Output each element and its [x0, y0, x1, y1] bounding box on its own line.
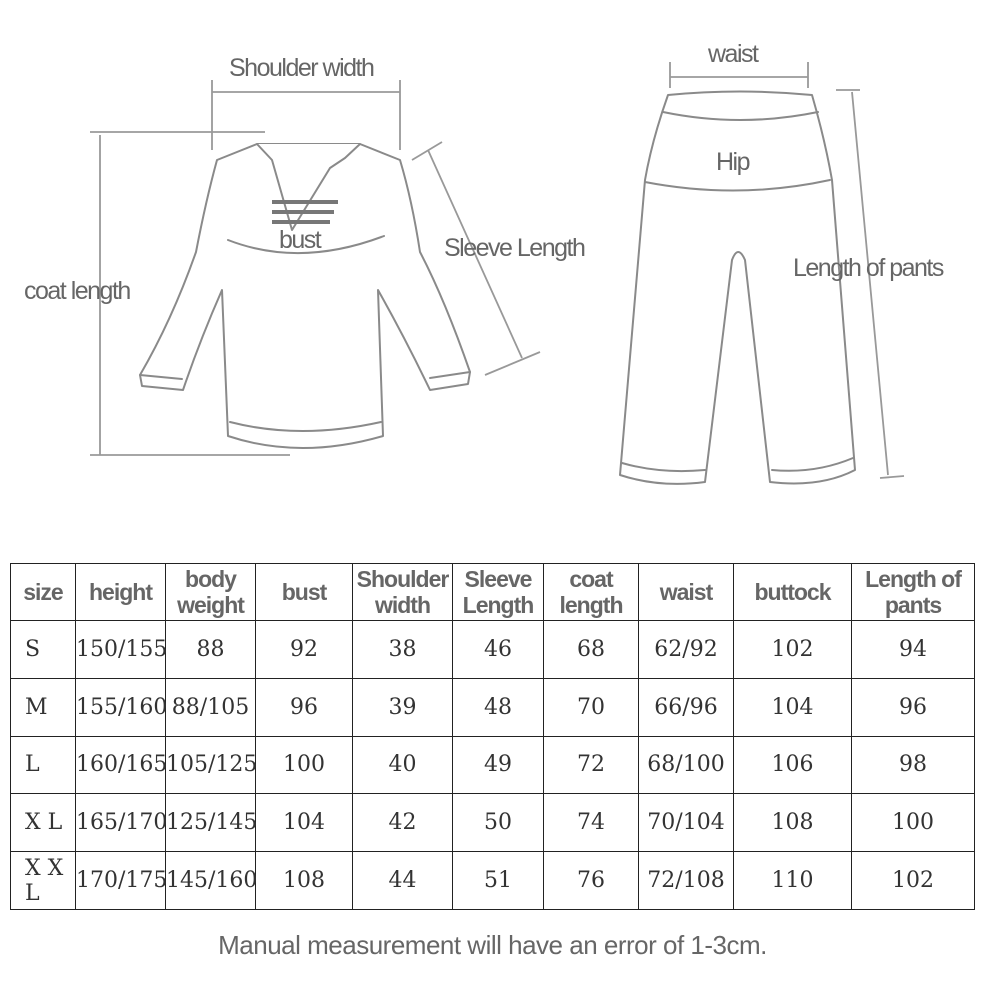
- header-coat-length: coat length: [544, 564, 639, 621]
- cell-buttock: 104: [734, 678, 852, 736]
- measurement-error-note: Manual measurement will have an error of 1-3cm.: [218, 930, 767, 960]
- cell-shoulder-width: 42: [353, 794, 453, 852]
- header-body-weight: body weight: [166, 564, 256, 621]
- cell-height: 155/160: [76, 678, 166, 736]
- cell-coat-length: 68: [544, 621, 639, 679]
- sleeve-length-label: Sleeve Length: [444, 234, 585, 262]
- table-row: [11, 852, 975, 910]
- cell-bust: 100: [256, 736, 353, 794]
- cell-shoulder-width: 44: [353, 852, 453, 910]
- cell-sleeve-length: 48: [453, 678, 544, 736]
- cell-buttock: 108: [734, 794, 852, 852]
- header-shoulder-width: Shoulder width: [353, 564, 453, 621]
- cell-bust: 96: [256, 678, 353, 736]
- header-buttock: buttock: [734, 564, 852, 621]
- cell-sleeve-length: 50: [453, 794, 544, 852]
- cell-length-of-pants: 96: [852, 678, 975, 736]
- cell-bust: 104: [256, 794, 353, 852]
- coat-length-label: coat length: [24, 277, 130, 305]
- cell-bust: 92: [256, 621, 353, 679]
- cell-waist: 66/96: [639, 678, 734, 736]
- cell-sleeve-length: 49: [453, 736, 544, 794]
- cell-body-weight: 145/160: [166, 852, 256, 910]
- shoulder-width-label: Shoulder width: [229, 54, 374, 82]
- table-row: [11, 794, 975, 852]
- length-of-pants-label: Length of pants: [793, 254, 943, 282]
- cell-coat-length: 72: [544, 736, 639, 794]
- cell-height: 160/165: [76, 736, 166, 794]
- waist-label: waist: [708, 40, 758, 68]
- cell-height: 150/155: [76, 621, 166, 679]
- table-row: [11, 621, 975, 679]
- table-row: [11, 736, 975, 794]
- cell-size: X L: [11, 794, 76, 852]
- cell-body-weight: 88/105: [166, 678, 256, 736]
- cell-body-weight: 125/145: [166, 794, 256, 852]
- cell-size: L: [11, 736, 76, 794]
- header-waist: waist: [639, 564, 734, 621]
- cell-coat-length: 74: [544, 794, 639, 852]
- cell-waist: 72/108: [639, 852, 734, 910]
- cell-body-weight: 88: [166, 621, 256, 679]
- cell-body-weight: 105/125: [166, 736, 256, 794]
- cell-size: M: [11, 678, 76, 736]
- cell-buttock: 102: [734, 621, 852, 679]
- table-header-row: [11, 564, 975, 621]
- cell-size: X X L: [11, 852, 76, 910]
- cell-shoulder-width: 38: [353, 621, 453, 679]
- cell-shoulder-width: 40: [353, 736, 453, 794]
- cell-coat-length: 70: [544, 678, 639, 736]
- cell-waist: 68/100: [639, 736, 734, 794]
- hip-label: Hip: [716, 148, 750, 176]
- header-bust: bust: [256, 564, 353, 621]
- cell-coat-length: 76: [544, 852, 639, 910]
- cell-waist: 62/92: [639, 621, 734, 679]
- header-height: height: [76, 564, 166, 621]
- header-size: size: [11, 564, 76, 621]
- table-row: [11, 678, 975, 736]
- cell-waist: 70/104: [639, 794, 734, 852]
- cell-height: 170/175: [76, 852, 166, 910]
- cell-sleeve-length: 51: [453, 852, 544, 910]
- size-chart-table: [10, 563, 975, 910]
- cell-shoulder-width: 39: [353, 678, 453, 736]
- cell-length-of-pants: 100: [852, 794, 975, 852]
- header-length-of-pants: Length of pants: [852, 564, 975, 621]
- cell-length-of-pants: 94: [852, 621, 975, 679]
- cell-buttock: 106: [734, 736, 852, 794]
- cell-sleeve-length: 46: [453, 621, 544, 679]
- cell-bust: 108: [256, 852, 353, 910]
- header-sleeve-length: Sleeve Length: [453, 564, 544, 621]
- cell-length-of-pants: 98: [852, 736, 975, 794]
- cell-size: S: [11, 621, 76, 679]
- cell-height: 165/170: [76, 794, 166, 852]
- cell-length-of-pants: 102: [852, 852, 975, 910]
- bust-label: bust: [279, 226, 321, 254]
- cell-buttock: 110: [734, 852, 852, 910]
